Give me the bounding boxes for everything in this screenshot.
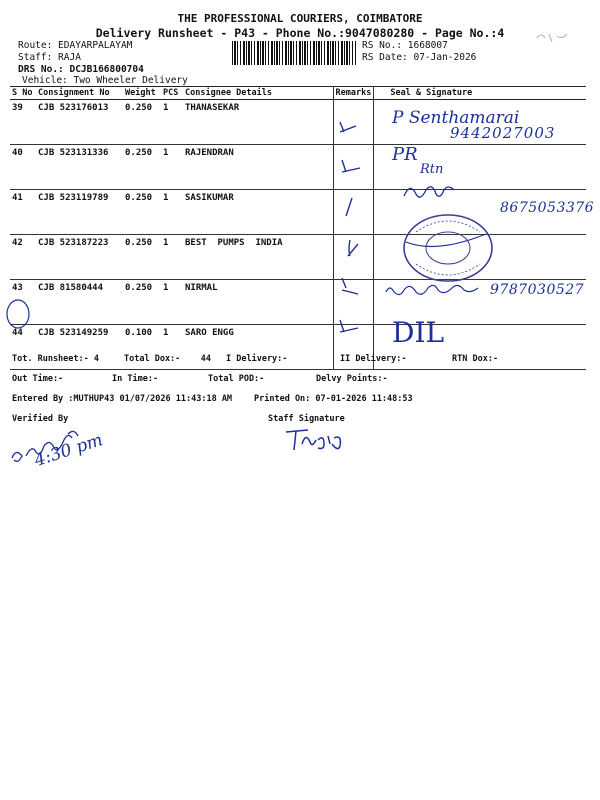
staff-label: Staff: RAJA: [18, 52, 81, 63]
cell-consignee: SASIKUMAR: [183, 190, 333, 235]
runsheet-subtitle: Delivery Runsheet - P43 - Phone No.:9047080280 - Page No.:4: [95, 26, 505, 40]
cell-weight: 0.250: [123, 145, 161, 190]
circle-mark: [4, 298, 34, 330]
cell-consignment: CJB 81580444: [36, 280, 123, 325]
total-pod: Total POD:-: [208, 374, 265, 384]
signature-row-40: PR: [392, 144, 418, 165]
cell-sno: 40: [10, 145, 36, 190]
remarks-ticks: [330, 110, 380, 350]
delvy-points: Delvy Points:-: [316, 374, 388, 384]
cell-consignment: CJB 523131336: [36, 145, 123, 190]
i-delivery: I Delivery:-: [226, 354, 288, 364]
tot-runsheet: Tot. Runsheet:- 4: [12, 354, 99, 364]
cell-weight: 0.250: [123, 190, 161, 235]
signature-row-41-scribble: [402, 182, 462, 202]
signature-row-39: P Senthamarai: [392, 108, 520, 128]
cell-consignee: NIRMAL: [183, 280, 333, 325]
col-seal-signature: Seal & Signature: [374, 87, 586, 100]
signature-row-43-scribble: [384, 284, 494, 298]
cell-pcs: 1: [161, 100, 183, 145]
verified-by-label: Verified By: [12, 414, 69, 424]
col-remarks: Remarks: [333, 87, 374, 100]
cell-consignee: BEST PUMPS INDIA: [183, 235, 333, 280]
cell-pcs: 1: [161, 280, 183, 325]
staff-signature: [282, 426, 362, 456]
cell-consignee: RAJENDRAN: [183, 145, 333, 190]
col-sno: S No: [10, 87, 36, 100]
cell-pcs: 1: [161, 190, 183, 235]
vehicle-label: Vehicle: Two Wheeler Delivery: [22, 75, 188, 86]
cell-sno: 41: [10, 190, 36, 235]
drs-number: DRS No.: DCJB166800704: [18, 64, 144, 75]
ii-delivery: II Delivery:-: [340, 354, 407, 364]
signature-row-43-phone: 9787030527: [490, 282, 585, 298]
col-consignee: Consignee Details: [183, 87, 333, 100]
rs-number: RS No.: 1668007: [362, 40, 448, 51]
cell-consignee: THANASEKAR: [183, 100, 333, 145]
cell-consignment: CJB 523119789: [36, 190, 123, 235]
col-consignment: Consignment No: [36, 87, 123, 100]
signature-row-44: DIL: [392, 316, 445, 349]
rtn-dox: RTN Dox:-: [452, 354, 499, 364]
cell-weight: 0.100: [123, 325, 161, 370]
barcode: [232, 41, 356, 65]
table-row: [10, 145, 586, 190]
table-row: [10, 235, 586, 280]
company-title: THE PROFESSIONAL COURIERS, COIMBATORE: [177, 12, 423, 25]
printed-on: Printed On: 07-01-2026 11:48:53: [254, 394, 413, 404]
cell-sno: 43: [10, 280, 36, 325]
rs-date: RS Date: 07-Jan-2026: [362, 52, 477, 63]
cell-pcs: 1: [161, 145, 183, 190]
cell-pcs: 1: [161, 235, 183, 280]
signature-row-40-note: Rtn: [420, 162, 444, 177]
cell-consignment: CJB 523187223: [36, 235, 123, 280]
cell-weight: 0.250: [123, 235, 161, 280]
verified-time: 4:30 pm: [32, 430, 106, 472]
cell-consignee: SARO ENGG: [183, 325, 333, 370]
cell-weight: 0.250: [123, 280, 161, 325]
total-dox: Total Dox:- 44: [124, 354, 211, 364]
company-seal-stamp: [398, 212, 498, 284]
signature-row-41-phone: 8675053376: [500, 200, 595, 216]
cell-pcs: 1: [161, 325, 183, 370]
entered-by: Entered By :MUTHUP43 01/07/2026 11:43:18 AM: [12, 394, 233, 404]
staff-signature-label: Staff Signature: [268, 414, 345, 424]
corner-scribble: [535, 30, 575, 46]
in-time: In Time:-: [112, 374, 159, 384]
cell-weight: 0.250: [123, 100, 161, 145]
table-header-row: [10, 87, 586, 100]
col-weight: Weight: [123, 87, 161, 100]
route-label: Route: EDAYARPALAYAM: [18, 40, 133, 51]
signature-row-39-phone: 9442027003: [450, 124, 556, 142]
out-time: Out Time:-: [12, 374, 64, 384]
cell-sno: 39: [10, 100, 36, 145]
cell-sno: 44: [10, 325, 36, 370]
cell-consignment: CJB 523176013: [36, 100, 123, 145]
cell-consignment: CJB 523149259: [36, 325, 123, 370]
col-pcs: PCS: [161, 87, 183, 100]
cell-sno: 42: [10, 235, 36, 280]
